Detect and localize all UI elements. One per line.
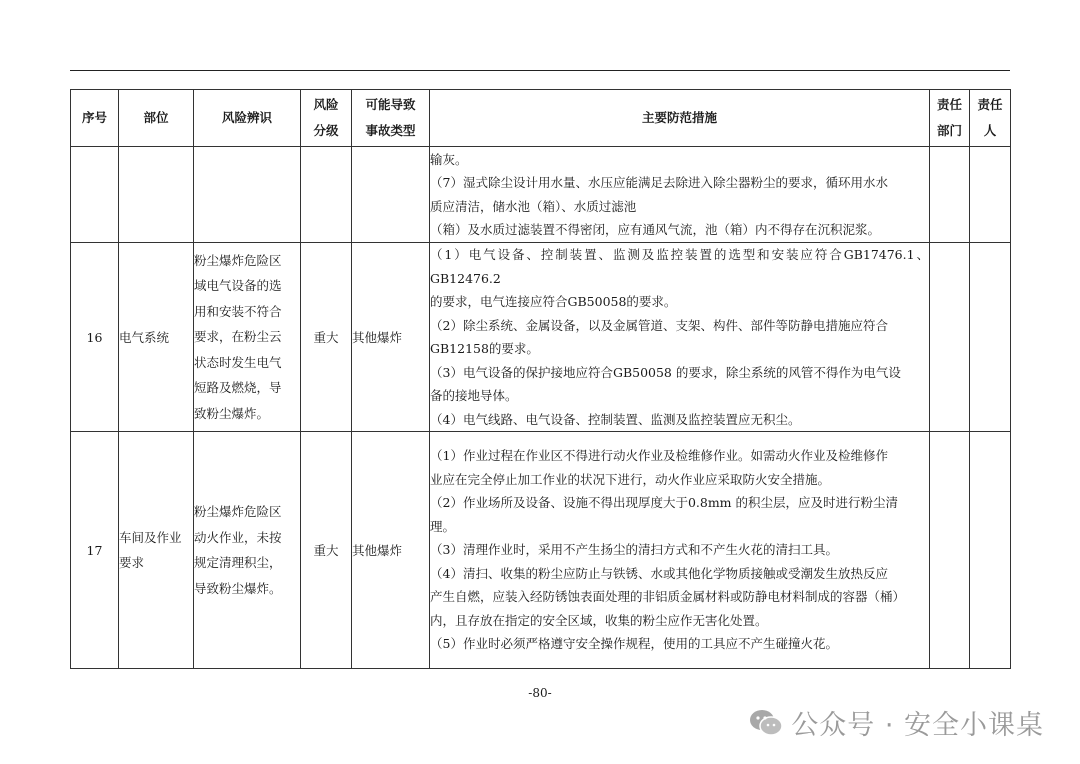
header-accident-type: 可能导致 事故类型 [352,90,430,147]
part-line: 车间及作业 [119,530,182,545]
measure-line: 备的接地导体。 [430,388,518,403]
cell-risk-ident [194,147,301,243]
cell-level: 重大 [301,432,352,669]
measure-line: 输灰。 [430,151,468,167]
header-risk-level: 风险 分级 [301,90,352,147]
measure-line: （4）清扫、收集的粉尘应防止与铁锈、水或其他化学物质接触或受潮发生放热反应 [430,565,888,581]
risk-ident-line: 粉尘爆炸危险区 [194,504,282,519]
watermark [749,703,1044,742]
header-risk-ident: 风险辨识 [194,90,301,147]
measure-line: 产生自燃，应装入经防锈蚀表面处理的非铝质金属材料或防静电材料制成的容器（桶） [430,589,906,605]
measure-line: （3）清理作业时，采用不产生扬尘的清扫方式和不产生火花的清扫工具。 [430,542,838,558]
table-row [71,243,1011,432]
cell-no: 16 [71,243,119,432]
wechat-icon [749,708,783,738]
table-header-row [71,90,1011,147]
risk-ident-line: 粉尘爆炸危险区 [194,252,282,268]
risk-ident-line: 短路及燃烧，导 [194,380,282,396]
cell-accident: 其他爆炸 [352,243,430,432]
measure-line: （1）作业过程在作业区不得进行动火作业及检维修作业。如需动火作业及检维修作 [430,448,888,464]
cell-dept [930,243,970,432]
cell-level: 重大 [301,243,352,432]
cell-part [119,432,194,669]
cell-person [970,432,1011,669]
measure-line: （7）湿式除尘设计用水量、水压应能满足去除进入除尘器粉尘的要求，循环用水水 [430,175,888,190]
risk-ident-line: 域电气设备的选 [194,278,282,294]
cell-part: 电气系统 [119,243,194,432]
measure-line: 质应清洁，储水池（箱）、水质过滤池 [430,198,637,214]
header-part: 部位 [119,90,194,147]
measure-line: （3）电气设备的保护接地应符合GB50058 的要求，除尘系统的风管不得作为电气设 [430,364,901,380]
measure-line: 理。 [430,518,456,534]
cell-measures [430,243,930,432]
risk-ident-line: 状态时发生电气 [194,354,282,370]
header-no: 序号 [71,90,119,147]
measure-line: （2）除尘系统、金属设备，以及金属管道、支架、构件、部件等防静电措施应符合 [430,317,888,333]
measure-line: 内，且存放在指定的安全区域，收集的粉尘应作无害化处置。 [430,612,768,628]
part-line: 要求 [119,555,145,570]
cell-accident [352,147,430,243]
watermark-text: 公众号 · 安全小课桌 [791,710,1044,741]
risk-ident-line: 要求，在粉尘云 [194,329,282,345]
header-person: 责任 人 [970,90,1011,147]
measure-line: （5）作业时必须严格遵守安全操作规程，使用的工具应不产生碰撞火花。 [430,636,838,652]
cell-no: 17 [71,432,119,669]
cell-dept [930,432,970,669]
measure-line: GB12158的要求。 [430,341,539,356]
measure-line: （1）电气设备、控制装置、监测及监控装置的选型和安装应符合GB17476.1、GB12476.2 [430,247,929,286]
cell-measures [430,432,930,669]
cell-part [119,147,194,243]
cell-person [970,243,1011,432]
page-number: -80- [528,686,552,700]
cell-risk-ident [194,243,301,432]
measure-line: （箱）及水质过滤装置不得密闭，应有通风气流，池（箱）内不得存在沉积泥浆。 [430,222,881,237]
table-row [71,147,1011,243]
table-row [71,432,1011,669]
risk-ident-line: 用和安装不符合 [194,303,282,319]
cell-no [71,147,119,243]
risk-ident-line: 致粉尘爆炸。 [194,405,270,421]
cell-person [970,147,1011,243]
measure-line: （2）作业场所及设备、设施不得出现厚度大于0.8mm 的积尘层，应及时进行粉尘清 [430,495,899,511]
cell-measures [430,147,930,243]
measure-line: 的要求，电气连接应符合GB50058的要求。 [430,294,677,309]
header-dept: 责任 部门 [930,90,970,147]
cell-dept [930,147,970,243]
measure-line: 业应在完全停止加工作业的状况下进行，动火作业应采取防火安全措施。 [430,471,831,487]
header-measures: 主要防范措施 [430,90,930,147]
top-rule [70,70,1010,71]
risk-ident-line: 导致粉尘爆炸。 [194,580,282,596]
cell-accident: 其他爆炸 [352,432,430,669]
cell-level [301,147,352,243]
risk-ident-line: 规定清理积尘， [194,555,282,570]
measure-line: （4）电气线路、电气设备、控制装置、监测及监控装置应无积尘。 [430,411,801,427]
cell-risk-ident [194,432,301,669]
risk-ident-line: 动火作业，未按 [194,529,282,545]
risk-table [70,89,1011,669]
